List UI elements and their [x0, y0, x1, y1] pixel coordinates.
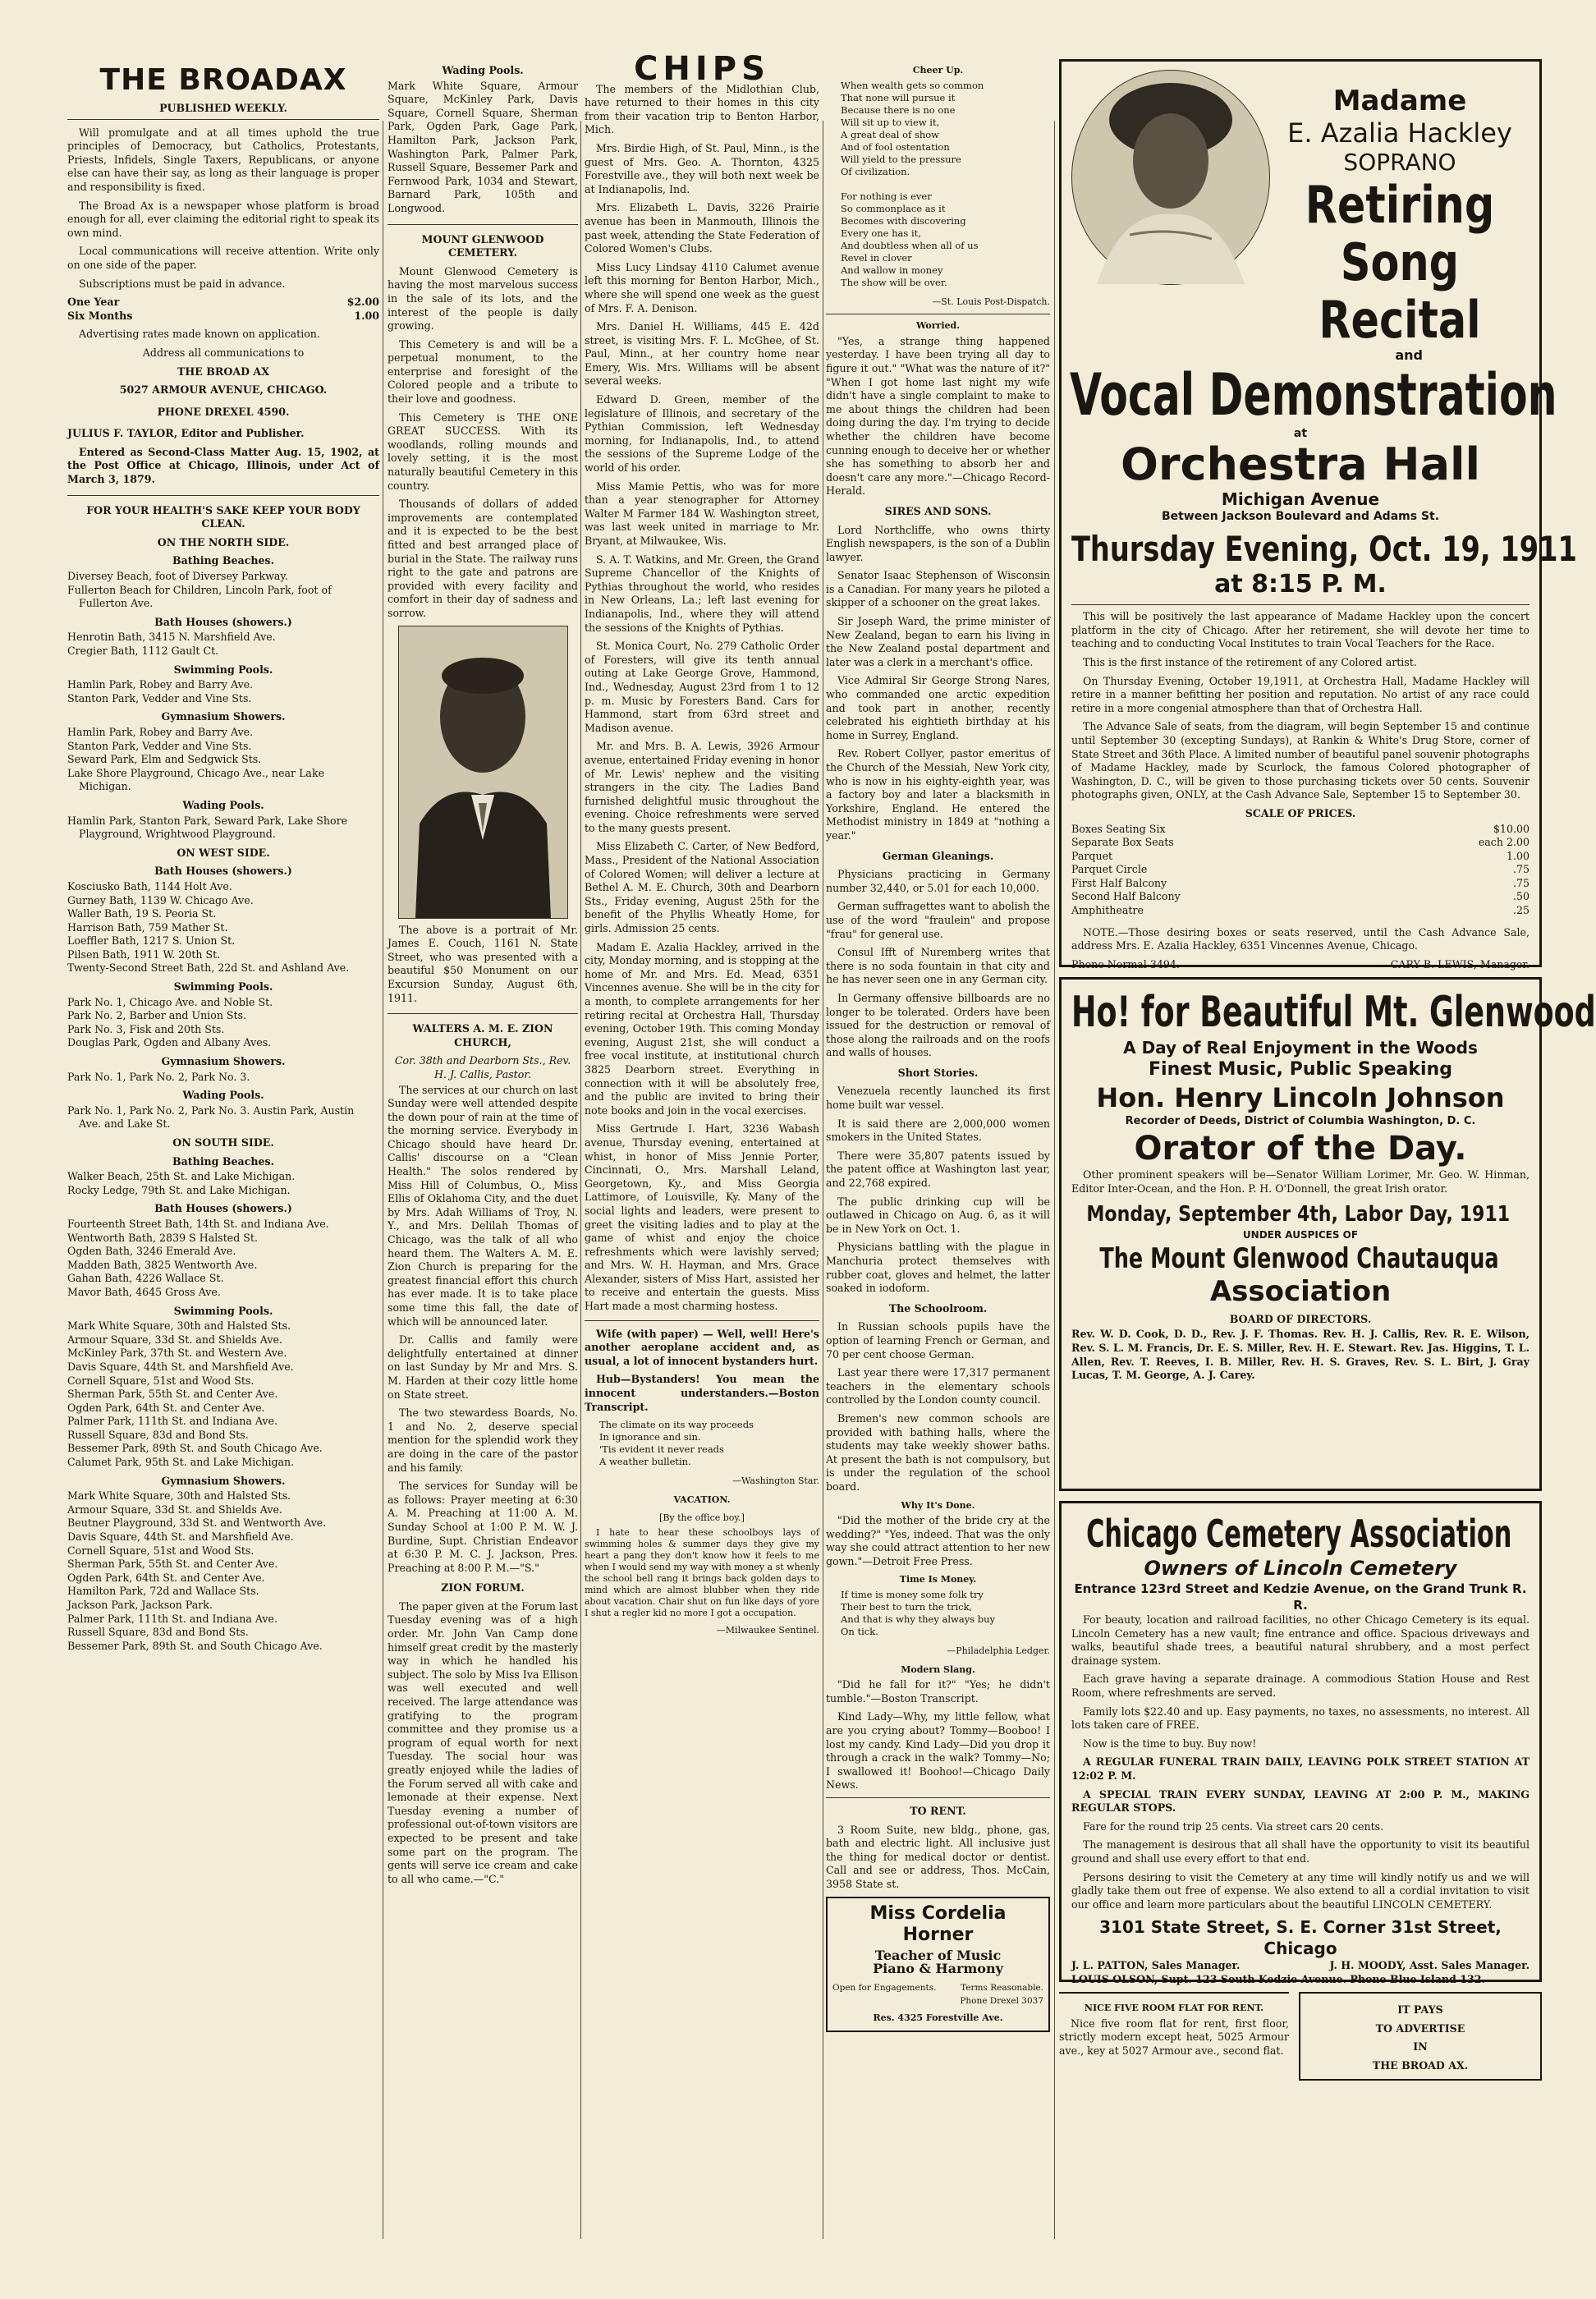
list-item: Douglas Park, Ogden and Albany Aves.: [67, 1036, 272, 1049]
walters-title: WALTERS A. M. E. ZION CHURCH,: [412, 1022, 553, 1049]
horner-line: Piano & Harmony: [873, 1961, 1003, 1977]
rate-row: Six Months 1.00: [67, 309, 379, 322]
cemetery-ad: [1059, 1501, 1542, 1985]
school-item: In Russian schools pupils have the option of learning French or German, and 70 per cent choose German.: [826, 1320, 1050, 1361]
list-item: Park No. 1, Park No. 2, Park No. 3.: [67, 1070, 250, 1083]
sires-item: Rev. Robert Collyer, pastor emeritus of the Church of the Messiah, New York city, who is now in his eighty-eighth year, was a factory boy and later a blacksmith in Yorkshire, England. He entered the Methodist ministry in 1849 at "nothing a year.": [826, 747, 1050, 842]
list-heading: Bath Houses (showers.): [154, 615, 292, 628]
cemetery-staff: J. L. PATTON, Sales Manager. J. H. MOODY, Asst. Sales Manager.: [1071, 1959, 1530, 1972]
column-four: [826, 59, 1050, 2268]
horner-phone: Phone Drexel 3037: [960, 1996, 1043, 2007]
cemetery-supt: LOUIS OLSON, Supt. 123 South Kedzie Avenue. Phone Blue Island 132.: [1071, 1972, 1485, 1985]
column-two: [388, 59, 578, 2268]
slang-title: Modern Slang.: [901, 1663, 975, 1675]
cheer-poem: When wealth gets so common That none will pursue it Because there is no one Will sit up to view it, A great deal of show And of fool ostentation Will yield to the pressure Of civilization. For nothing is ever So commonplace as it Becomes with discovering Every one has it, And doubtless when all of us Revel in clover And wallow in money The show will be over.: [841, 79, 984, 288]
school-item: Bremen's new common schools are provided with bathing halls, where the students may take weekly shower baths. At present the bath is not compulsory, but is under the regulation of the school board.: [826, 1411, 1050, 1493]
why-text: "Did the mother of the bride cry at the wedding?" "Yes, indeed. That was the only way she could attract attention to her new gown."—Detroit Free Press.: [826, 1514, 1050, 1567]
list-item: Ogden Park, 64th St. and Center Ave.: [67, 1571, 265, 1584]
list-heading: Wading Pools.: [182, 1089, 264, 1102]
list-item: Cornell Square, 51st and Wood Sts.: [67, 1544, 255, 1557]
portrait-caption: The above is a portrait of Mr. James E. Couch, 1161 N. State Street, who was presented with a beautiful $50 Monument on our Excursion Sunday, August 6th, 1911.: [388, 923, 578, 1004]
list-item: Ogden Bath, 3246 Emerald Ave.: [67, 1245, 236, 1258]
list-item: Henrotin Bath, 3415 N. Marshfield Ave.: [67, 631, 276, 644]
cemetery-text: A REGULAR FUNERAL TRAIN DAILY, LEAVING POLK STREET STATION AT 12:02 P. M.: [1071, 1755, 1530, 1782]
cemetery-text: For beauty, location and railroad facilities, no other Chicago Cemetery is its equal. Lincoln Cemetery has a new vault; fine entrance and office. Spacious driveways and walks, beautiful shade trees, a beautiful natural shrubbery, and a most perfect drainage system.: [1071, 1613, 1530, 1667]
cheer-title: Cheer Up.: [912, 65, 964, 76]
flat-title: NICE FIVE ROOM FLAT FOR RENT.: [1084, 2003, 1264, 2013]
poem: The climate on its way proceeds In ignorance and sin. 'Tis evident it never reads A weather bulletin.: [599, 1419, 754, 1468]
hackley-image: [1072, 71, 1269, 284]
list-item: Armour Square, 33d St. and Shields Ave.: [67, 1333, 282, 1346]
price-row: Boxes Seating Six $10.00: [1071, 822, 1530, 835]
hackley-text: The Advance Sale of seats, from the diagram, will begin September 15 and continue until September 30 (excepting Sundays), at Rankin & White's Drug Store, corner of State Street and 36th Place. A limited number of beautiful panel souvenir photographs of Madame Hackley, made by Scurlock, the famous Colored photographer of Washington, D. C., will be given to those purchasing tickets over 50 cents. Souvenir photographs given, ONLY, at the Cash Advance Sale, September 15 to September 30.: [1071, 720, 1530, 801]
short-title: Short Stories.: [897, 1066, 979, 1079]
walters-paragraph: Dr. Callis and family were delightfully entertained at dinner on last Sunday by Mr and Mrs. S. M. Harden at their cozy little home on State street.: [388, 1333, 578, 1401]
list-item: Beutner Playground, 33d St. and Wentworth Ave.: [67, 1517, 327, 1530]
price-row: Parquet 1.00: [1071, 849, 1530, 862]
cemetery-text: The management is desirous that all shall have the opportunity to visit its beautiful ground and shall use every effort to that end.: [1071, 1838, 1530, 1865]
walters-paragraph: The services at our church on last Sunday were well attended despite the down pour of rain at the time of the morning service. Everybody in Chicago should have heard Dr. Callis' discourse on a "Clean Health." The solos rendered by Miss Hill of Columbus, O., Miss Ellis of Oklahoma City, and the duet by Mrs. Adah Williams of Troy, N. Y., and Mrs. Delilah Thomas of Chicago, was the talk of all who heard them. The Walters A. M. E. Zion Church is preparing for the greatest financial effort this church has ever made. It is to take place some time this fall, the date of which will be announced later.: [388, 1083, 578, 1328]
hackley-between: Between Jackson Boulevard and Adams St.: [1161, 510, 1440, 524]
glenwood-date: Monday, September 4th, Labor Day, 1911: [1086, 1202, 1511, 1228]
glenwood-title: Ho! for Beautiful Mt. Glenwood: [1071, 988, 1596, 1037]
worried-text: "Yes, a strange thing happened yesterday. I have been trying all day to figure it out." "What was the nature of it?" "When I got home last night my wife didn't have a single complaint to make to me about things the children had been doing during the day. I'm trying to decide whether the children have become cunning enough to deceive her or whether she has something to absorb her and doesn't care any more."—Chicago Record-Herald.: [826, 334, 1050, 498]
sires-item: Vice Admiral Sir George Strong Nares, who commanded one arctic expedition and took part in another, recently celebrated his eightieth birthday at his home in Surrey, England.: [826, 674, 1050, 741]
cemetery-address: 3101 State Street, S. E. Corner 31st Street, Chicago: [1099, 1917, 1502, 1959]
list-item: Hamlin Park, Stanton Park, Seward Park, Lake Shore Playground, Wrightwood Playground.: [67, 814, 348, 841]
price-row: Second Half Balcony .50: [1071, 890, 1530, 903]
hackley-street: Michigan Avenue: [1221, 489, 1380, 510]
money-title: Time Is Money.: [899, 1574, 977, 1585]
glenwood-org: Association: [1209, 1274, 1392, 1308]
short-item: It is said there are 2,000,000 women smokers in the United States.: [826, 1117, 1050, 1144]
horner-name: Miss Cordelia Horner: [869, 1902, 1007, 1945]
glenwood-speaker: Hon. Henry Lincoln Johnson: [1096, 1082, 1505, 1113]
north-side: ON THE NORTH SIDE.: [157, 535, 290, 548]
list-item: Cregier Bath, 1112 Gault Ct.: [67, 645, 219, 657]
mg-paragraph: Mount Glenwood Cemetery is having the most marvelous success in the sale of its lots, and the interest of the people is daily growing.: [388, 264, 578, 333]
bottom-ads: [1059, 1992, 1542, 2081]
divider: [585, 1320, 819, 1321]
column-masthead: [67, 59, 379, 2268]
chips-item: Mrs. Elizabeth L. Davis, 3226 Prairie avenue has been in Manmouth, Illinois the past week, attending the State Federation of Colored Women's Clubs.: [585, 201, 819, 255]
money-source: —Philadelphia Ledger.: [947, 1645, 1050, 1657]
walters-paragraph: The services for Sunday will be as follows: Prayer meeting at 6:30 A. M. Preaching at 11:00 A. M. Sunday School at 1:00 P. M. W. J. Burdine, Supt. Christian Endeavor at 6:30 P. M. C. J. Jackson, Pres. Preaching at 8:00 P. M.—"S.": [388, 1480, 578, 1574]
german-item: Physicians practicing in Germany number 32,440, or 5.01 for each 10,000.: [826, 868, 1050, 894]
flat-ad: [1059, 1992, 1289, 2081]
list-item: Waller Bath, 19 S. Peoria St.: [67, 907, 217, 920]
hackley-text: This is the first instance of the retirement of any Colored artist.: [1083, 655, 1417, 668]
list-heading: Gymnasium Showers.: [161, 1474, 286, 1487]
slang-text: Kind Lady—Why, my little fellow, what are you crying about? Tommy—Booboo! I lost my candy. Kind Lady—Did you drop it through a crack in the walk? Tommy—No; I swallowed it! Boohoo!—Chicago Daily News.: [826, 1710, 1050, 1792]
column-chips: [585, 50, 819, 2268]
mg-paragraph: This Cemetery is and will be a perpetual monument, to the enterprise and foresight of the Colored people and a tribute to their love and goodness.: [388, 337, 578, 406]
masthead-text: Subscriptions must be paid in advance.: [79, 277, 286, 290]
why-title: Why It's Done.: [901, 1499, 975, 1511]
hackley-text: On Thursday Evening, October 19,1911, at Orchestra Hall, Madame Hackley will retire in a manner befitting her position and reputation. No artist of any race could retire in a more congenial atmosphere than that of Orchestra Hall.: [1071, 674, 1530, 714]
list-item: Walker Beach, 25th St. and Lake Michigan.: [67, 1170, 296, 1183]
vacation-source: —Milwaukee Sentinel.: [716, 1625, 819, 1636]
address-label: Address all communications to: [142, 346, 305, 359]
sires-item: Sir Joseph Ward, the prime minister of New Zealand, began to earn his living in the New Zealand postal department and later was a clerk in a merchant's office.: [826, 615, 1050, 668]
glenwood-ad: [1059, 977, 1596, 1491]
pays-line: IT PAYS: [1397, 2003, 1443, 2016]
list-heading: Gymnasium Showers.: [161, 1055, 286, 1068]
short-item: There were 35,807 patents issued by the patent office at Washington last year, and 22,768 expired.: [826, 1149, 1050, 1190]
list-item: Hamlin Park, Robey and Barry Ave.: [67, 678, 254, 691]
chips-item: Mr. and Mrs. B. A. Lewis, 3926 Armour avenue, entertained Friday evening in honor of Mr. Lewis' nephew and the visiting strangers in the city. The Ladies Band furnished delightful music throughout the evening. Choice refreshments were served to the many guests present.: [585, 740, 819, 834]
worried-title: Worried.: [915, 320, 961, 332]
chips-item: Madam E. Azalia Hackley, arrived in the city, Monday morning, and is stopping at the home of Mr. and Mrs. Ed. Mead, 6351 Vincennes avenue. She will be in the city for a month, to complete arrangements for her retiring recital at Orchestra Hall, Thursday evening, October 19th. This coming Monday evening, August 21st, she will conduct a free vocal institute, at institutional church 3825 Dearborn street. Everything in connection with it will be absolutely free, and the public are invited to bring their note books and join in the vocal exercises.: [585, 940, 819, 1117]
list-item: Jackson Park, Jackson Park.: [67, 1599, 213, 1611]
hackley-text: This will be positively the last appearance of Madame Hackley upon the concert platform in the city of Chicago. After her retirement, she will devote her time to teaching and to conducting Vocal Institutes to train Vocal Teachers for the Race.: [1071, 610, 1530, 650]
list-item: Madden Bath, 3825 Wentworth Ave.: [67, 1258, 258, 1271]
list-heading: Bathing Beaches.: [172, 554, 275, 567]
list-heading: Gymnasium Showers.: [161, 710, 286, 723]
price-row: Parquet Circle .75: [1071, 863, 1530, 876]
cemetery-text: Family lots $22.40 and up. Easy payments, no taxes, no assessments, no interest. All lots taken care of FREE.: [1071, 1705, 1530, 1732]
glenwood-line: Finest Music, Public Speaking: [1149, 1059, 1452, 1080]
price-row: Amphitheatre .25: [1071, 904, 1530, 917]
list-heading: Bathing Beaches.: [172, 1154, 275, 1168]
glenwood-directors: Rev. W. D. Cook, D. D., Rev. J. F. Thomas. Rev. H. J. Callis, Rev. R. E. Wilson, Rev. S. L. M. Francis, Dr. E. S. Miller, Rev. H. E. Stewart. Rev. Jas. Higgins, T. L. Allen, Rev. T. Reeves, I. B. Miller, Rev. H. S. Graves, Rev. S. L. Birt, J. Gray Lucas, T. M. George, A. J. Carey.: [1071, 1328, 1530, 1382]
chips-title: CHIPS: [634, 50, 770, 88]
vacation-text: I hate to hear these schoolboys lays of swimming holes & summer days they give my heart a pang they don't know how it feels to me when I would send my way with money a st whenly the school bell rang it brings back golden days to mind which are almost blubber when they ride about vacation. Chair shut on fun like days of yore I shut a regler kid no more I got a occupation.: [585, 1527, 819, 1618]
chips-item: Miss Lucy Lindsay 4110 Calumet avenue left this morning for Benton Harbor, Mich., where she will spend one week as the guest of Mrs. F. A. Denison.: [585, 260, 819, 314]
pays-ad: [1299, 1992, 1542, 2081]
list-item: Palmer Park, 111th St. and Indiana Ave.: [67, 1612, 277, 1625]
list-item: Hamlin Park, Robey and Barry Ave.: [67, 725, 254, 738]
hackley-name: E. Azalia Hackley: [1287, 117, 1512, 149]
german-item: In Germany offensive billboards are no longer to be tolerated. Orders have been issued for the destruction or removal of those along the railroads and on the roofs and walls of houses.: [826, 991, 1050, 1059]
masthead-text: Local communications will receive attention. Write only on one side of the paper.: [67, 245, 379, 271]
hackley-top: [1071, 70, 1530, 349]
list-heading: Bath Houses (showers.): [154, 1202, 292, 1215]
hackley-ad: [1059, 59, 1577, 971]
address-name: THE BROAD AX: [177, 365, 269, 378]
health-title: FOR YOUR HEALTH'S SAKE KEEP YOUR BODY CLEAN.: [86, 503, 360, 530]
sires-item: Senator Isaac Stephenson of Wisconsin is a Canadian. For many years he piloted a skipper of a schooner on the great lakes.: [826, 569, 1050, 609]
list-item: Park No. 2, Barber and Union Sts.: [67, 1009, 247, 1022]
list-item: Mark White Square, 30th and Halsted Sts.: [67, 1489, 291, 1503]
walters-sub: Cor. 38th and Dearborn Sts., Rev. H. J. Callis, Pastor.: [394, 1054, 571, 1081]
cemetery-entrance: Entrance 123rd Street and Kedzie Avenue, on the Grand Trunk R. R.: [1074, 1581, 1527, 1613]
hackley-soprano: SOPRANO: [1343, 149, 1456, 176]
glenwood-board: BOARD OF DIRECTORS.: [1229, 1312, 1372, 1325]
list-heading: Swimming Pools.: [173, 1304, 273, 1317]
list-item: Calumet Park, 95th St. and Lake Michigan.: [67, 1456, 295, 1469]
list-item: Rocky Ledge, 79th St. and Lake Michigan.: [67, 1183, 291, 1196]
editor-line: JULIUS F. TAYLOR, Editor and Publisher.: [67, 427, 305, 440]
masthead-text: The Broad Ax is a newspaper whose platform is broad enough for all, ever claiming the editorial right to speak its own mind.: [67, 199, 379, 239]
school-item: Last year there were 17,317 permanent teachers in the elementary schools controlled by the London county council.: [826, 1366, 1050, 1406]
german-title: German Gleanings.: [882, 849, 994, 862]
glenwood-text: Other prominent speakers will be—Senator William Lorimer, Mr. Geo. W. Hinman, Editor Inter-Ocean, and the Hon. P. H. O'Donnell, the great Irish orator.: [1071, 1168, 1530, 1195]
list-item: Mavor Bath, 4645 Gross Ave.: [67, 1285, 221, 1298]
hackley-at: at: [1293, 426, 1308, 440]
rent-title: TO RENT.: [910, 1805, 966, 1817]
price-row: First Half Balcony .75: [1071, 876, 1530, 889]
chips-item: Edward D. Green, member of the legislature of Illinois, and secretary of the Pythian Commission, left Wednesday morning, for Indianapolis, Ind., to attend the sessions of the Supreme Lodge of the world of his order.: [585, 393, 819, 475]
hackley-note: NOTE.—Those desiring boxes or seats reserved, until the Cash Advance Sale, address Mrs. E. Azalia Hackley, 6351 Vincennes Avenue, Chicago.: [1071, 925, 1530, 952]
cemetery-text: Fare for the round trip 25 cents. Via street cars 20 cents.: [1083, 1819, 1384, 1833]
sires-title: SIRES AND SONS.: [884, 504, 992, 517]
divider: [67, 495, 379, 496]
pays-line: TO ADVERTISE: [1375, 2021, 1465, 2035]
sires-item: Lord Northcliffe, who owns thirty English newspapers, is the son of a Dublin lawyer.: [826, 523, 1050, 563]
cemetery-text: Each grave having a separate drainage. A commodious Station House and Rest Room, where refreshments are served.: [1071, 1673, 1530, 1699]
joke: Hub—Bystanders! You mean the innocent understanders.—Boston Transcript.: [585, 1373, 819, 1413]
hackley-recital: Recital: [1319, 290, 1481, 350]
list-item: Pilsen Bath, 1911 W. 20th St.: [67, 948, 221, 961]
entered-line: Entered as Second-Class Matter Aug. 15, 1902, at the Post Office at Chicago, Illinois, under Act of March 3, 1879.: [67, 445, 379, 486]
short-item: The public drinking cup will be outlawed in Chicago on Aug. 6, as it will be in New York on Oct. 1.: [826, 1195, 1050, 1235]
list-item: Diversey Beach, foot of Diversey Parkway.: [67, 570, 288, 583]
cemetery-text: Persons desiring to visit the Cemetery at any time will kindly notify us and we will gladly take them out free of expense. We also extend to all a cordial invitation to visit our office and learn more particulars about the beautiful LINCOLN CEMETERY.: [1071, 1870, 1530, 1911]
divider: [67, 119, 379, 120]
hackley-song: Song: [1340, 232, 1460, 292]
chips-item: St. Monica Court, No. 279 Catholic Order of Foresters, will give its tenth annual outing at Lake George Grove, Hammond, Ind., Wednesday, August 23rd from 1 to 12 p. m. Music by Foresters Band. Cars for Hammond, start from 63rd street and Madison avenue.: [585, 640, 819, 734]
price-list: [1071, 823, 1530, 918]
masthead-intro: Will promulgate and at all times uphold the true principles of Democracy, but Catholics, Protestants, Priests, Infidels, Single Taxers, Republicans, or anyone else can have their say, as long as their language is proper and responsibility is fixed.: [67, 126, 379, 193]
list-item: Park No. 1, Chicago Ave. and Noble St.: [67, 995, 273, 1008]
south-list: [67, 1155, 379, 1654]
list-item: Bessemer Park, 89th St. and South Chicago Ave.: [67, 1442, 323, 1455]
zion-paragraph: The paper given at the Forum last Tuesday evening was of a high order. Mr. John Van Camp done himself great credit by the masterly way in which he handled his subject. The solo by Miss Iva Ellison was well executed and well received. The large attendance was gratifying to the program committee and they promise us a program of equal worth for next Tuesday. The social hour was greatly enjoyed while the ladies of the Forum served all with cake and lemonade at their expense. Next Tuesday evening a number of professional out-of-town visitors are expected to be present and take some part on the program. The gents will serve ice cream and cake to all who came.—"C.": [388, 1599, 578, 1885]
glenwood-line: Recorder of Deeds, District of Columbia Washington, D. C.: [1125, 1115, 1476, 1127]
glenwood-orator: Orator of the Day.: [1134, 1130, 1467, 1168]
mg-paragraph: This Cemetery is THE ONE GREAT SUCCESS. With its woodlands, rolling mounds and lovely setting, it is the most naturally beautiful Cemetery in this country.: [388, 411, 578, 492]
pays-line: IN: [1413, 2040, 1428, 2053]
list-item: Sherman Park, 55th St. and Center Ave.: [67, 1558, 278, 1571]
list-item: Fourteenth Street Bath, 14th St. and Indiana Ave.: [67, 1217, 329, 1230]
column-rule: [1054, 121, 1055, 2239]
horner-res: Res. 4325 Forestville Ave.: [873, 2012, 1003, 2023]
rent-text: 3 Room Suite, new bldg., phone, gas, bath and electric light. All inclusive just the thing for medical doctor or dentist. Call and see or address, Thos. McCain, 3958 State st.: [826, 1823, 1050, 1890]
hackley-hall: Orchestra Hall: [1120, 438, 1481, 491]
hackley-vocal: Vocal Demonstration: [1070, 360, 1557, 429]
glenwood-line: UNDER AUSPICES OF: [1242, 1229, 1359, 1241]
hackley-madame: Madame: [1332, 85, 1467, 117]
walters-paragraph: The two stewardess Boards, No. 1 and No. 2, deserve special mention for the splendid work they are doing in the care of the pastor and his family.: [388, 1406, 578, 1474]
list-item: Hamilton Park, 72d and Wallace Sts.: [67, 1585, 259, 1598]
price-row: Separate Box Seats each 2.00: [1071, 836, 1530, 849]
rate-row: One Year $2.00: [67, 296, 379, 309]
chips-item: Mrs. Daniel H. Williams, 445 E. 42d street, is visiting Mrs. F. L. McGhee, of St. Paul, Minn., at her country home near Emery, Wis. Mrs. Williams will be absent several weeks.: [585, 320, 819, 388]
list-item: Fullerton Beach for Children, Lincoln Park, foot of Fullerton Ave.: [67, 583, 332, 610]
poem-source: —Washington Star.: [732, 1475, 819, 1487]
list-item: Armour Square, 33d St. and Shields Ave.: [67, 1503, 282, 1516]
german-item: Consul Ifft of Nuremberg writes that there is no soda fountain in that city and he has never seen one in any German city.: [826, 946, 1050, 986]
list-heading: Swimming Pools.: [173, 663, 273, 676]
cemetery-title: Chicago Cemetery Association: [1086, 1512, 1512, 1556]
list-item: Russell Square, 83d and Bond Sts.: [67, 1626, 249, 1639]
cemetery-text: A SPECIAL TRAIN EVERY SUNDAY, LEAVING AT 2:00 P. M., MAKING REGULAR STOPS.: [1071, 1787, 1530, 1815]
hackley-footer: Phone Normal 3494. CARY B. LEWIS, Manager.: [1071, 957, 1530, 971]
newspaper-page: [33, 50, 1596, 2268]
address-line: 5027 ARMOUR AVENUE, CHICAGO.: [119, 383, 328, 397]
horner-line: Teacher of Music: [874, 1947, 1002, 1963]
mg-paragraph: Thousands of dollars of added improvements are contemplated and it is expected to be the best fitted and best arranged place of burial in the State. The railway runs right to the gate and patrons are provided with every facility and comfort in their day of sadness and sorrow.: [388, 498, 578, 619]
list-item: Ogden Park, 64th St. and Center Ave.: [67, 1401, 265, 1414]
zion-title: ZION FORUM.: [441, 1581, 525, 1595]
column-ads: [1059, 59, 1596, 2268]
list-item: Davis Square, 44th St. and Marshfield Ave.: [67, 1360, 294, 1373]
flat-text: Nice five room flat for rent, first floor, strictly modern except heat, 5025 Armour ave., key at 5027 Armour ave., second flat.: [1059, 2017, 1289, 2057]
divider: [1071, 604, 1530, 605]
list-item: Wentworth Bath, 2839 S Halsted St.: [67, 1231, 258, 1244]
portrait-photo: [398, 626, 568, 919]
list-item: Bessemer Park, 89th St. and South Chicago Ave.: [67, 1639, 323, 1652]
list-item: Lake Shore Playground, Chicago Ave., near Lake Michigan.: [67, 766, 325, 793]
masthead-subtitle: PUBLISHED WEEKLY.: [159, 102, 287, 114]
hackley-retiring: Retiring: [1305, 175, 1495, 235]
masthead-text: Advertising rates made known on application.: [79, 328, 320, 341]
south-side: ON SOUTH SIDE.: [172, 1136, 274, 1149]
list-item: Russell Square, 83d and Bond Sts.: [67, 1428, 249, 1441]
chips-item: Miss Mamie Pettis, who was for more than a year stenographer for Attorney Walter M Farmer 184 W. Washington street, was last week united in marriage to Mr. Bryant, at Milwaukee, Wis.: [585, 480, 819, 547]
north-list: [67, 554, 379, 841]
pays-line: THE BROAD AX.: [1372, 2058, 1469, 2072]
chips-item: The members of the Midlothian Club, have returned to their homes in this city from their vacation trip to Benton Harbor, Mich.: [585, 82, 819, 136]
german-item: German suffragettes want to abolish the use of the word "fraulein" and propose "frau" for general use.: [826, 900, 1050, 940]
chips-item: Mrs. Birdie High, of St. Paul, Minn., is the guest of Mrs. Geo. A. Thornton, 4325 Forestville ave., they will both next week be at Indianapolis, Ind.: [585, 141, 819, 195]
mg-title: MOUNT GLENWOOD CEMETERY.: [421, 232, 544, 259]
hackley-portrait: [1071, 70, 1270, 285]
phone-line: PHONE DREXEL 4590.: [157, 405, 290, 418]
short-item: Venezuela recently launched its first home built war vessel.: [826, 1085, 1050, 1112]
list-item: Stanton Park, Vedder and Vine Sts.: [67, 691, 252, 704]
hackley-time: at 8:15 P. M.: [1214, 570, 1387, 599]
price-title: SCALE OF PRICES.: [1245, 806, 1356, 819]
portrait-image: [399, 626, 567, 918]
wading-text: Mark White Square, Armour Square, McKinley Park, Davis Square, Cornell Square, Sherman Park, Ogden Park, Gage Park, Hamilton Park, Jackson Park, Washington Park, Palmer Park, Russell Square, Bessemer Park and Fernwood Park, 1034 and Stewart, Barnard Park, 105th and Longwood.: [388, 79, 578, 214]
cheer-source: —St. Louis Post-Dispatch.: [932, 296, 1050, 307]
hackley-and: and: [1395, 347, 1423, 363]
list-item: Davis Square, 44th St. and Marshfield Ave.: [67, 1530, 294, 1544]
list-heading: Bath Houses (showers.): [154, 865, 292, 878]
list-item: Park No. 3, Fisk and 20th Sts.: [67, 1022, 225, 1035]
west-list: [67, 865, 379, 1131]
divider: [388, 1013, 578, 1014]
money-poem: If time is money some folk try Their best to turn the trick, And that is why they always buy On tick.: [841, 1589, 996, 1638]
wading-title: Wading Pools.: [442, 64, 524, 76]
list-item: Park No. 1, Park No. 2, Park No. 3. Austin Park, Austin Ave. and Lake St.: [67, 1104, 355, 1131]
list-heading: Wading Pools.: [182, 798, 264, 811]
list-heading: Swimming Pools.: [173, 980, 273, 993]
cemetery-text: Now is the time to buy. Buy now!: [1083, 1737, 1257, 1750]
short-item: Physicians battling with the plague in Manchuria protect themselves with rubber coat, gloves and helmet, the latter soaked in iodoform.: [826, 1241, 1050, 1295]
list-item: Mark White Square, 30th and Halsted Sts.: [67, 1319, 291, 1333]
chips-item: Miss Gertrude I. Hart, 3236 Wabash avenue, Thursday evening, entertained at whist, in honor of Miss Jennie Porter, Cincinnati, O., Mrs. Marshall Leland, Georgetown, Ky., and Miss Georgia Lattimore, of Louisville, Ky. Many of the social lights and leaders, were present to greet the visiting ladies and to play at the game of whist and enjoy the choice refreshments which were lavishly served; and Mrs. W. H. Hayman, and Mrs. Grace Alexander, sisters of Miss Hart, assisted her to receive and entertain the guests. Miss Hart made a most charming hostess.: [585, 1122, 819, 1313]
chips-item: Miss Elizabeth C. Carter, of New Bedford, Mass., President of the National Association of Colored Women; will deliver a lecture at Bethel A. M. E. Church, 30th and Dearborn Sts., Friday evening, August 25th for the benefit of the Phyllis Wheatly Home, for girls. Admission 25 cents.: [585, 840, 819, 935]
list-item: Kosciusko Bath, 1144 Holt Ave.: [67, 879, 232, 893]
glenwood-org: The Mount Glenwood Chautauqua: [1099, 1241, 1499, 1275]
joke: Wife (with paper) — Well, well! Here's another aeroplane accident and, as usual, a lot of innocent bystanders hurt.: [585, 1327, 819, 1367]
divider: [826, 1797, 1050, 1798]
list-item: Twenty-Second Street Bath, 22d St. and Ashland Ave.: [67, 961, 350, 975]
list-item: Harrison Bath, 759 Mather St.: [67, 920, 228, 934]
glenwood-line: A Day of Real Enjoyment in the Woods: [1123, 1038, 1478, 1058]
list-item: Cornell Square, 51st and Wood Sts.: [67, 1374, 255, 1387]
chips-item: S. A. T. Watkins, and Mr. Green, the Grand Supreme Chancellor of the Knights of Pythias throughout the world, who resides in New Orleans, La.; left last evening for Indianapolis, Ind., where they will attend the sessions of the Knights of Pythias.: [585, 553, 819, 634]
hackley-date: Thursday Evening, Oct. 19, 1911: [1071, 529, 1577, 570]
list-item: Seward Park, Elm and Sedgwick Sts.: [67, 753, 262, 766]
horner-row: Open for Engagements. Terms Reasonable.: [832, 1982, 1043, 1993]
list-item: Sherman Park, 55th St. and Center Ave.: [67, 1388, 278, 1401]
hackley-heading: [1270, 70, 1530, 349]
list-item: Palmer Park, 111th St. and Indiana Ave.: [67, 1415, 277, 1428]
slang-text: "Did he fall for it?" "Yes; he didn't tumble."—Boston Transcript.: [826, 1678, 1050, 1705]
cemetery-owners: Owners of Lincoln Cemetery: [1144, 1557, 1457, 1580]
list-item: Stanton Park, Vedder and Vine Sts.: [67, 739, 252, 752]
list-item: Gahan Bath, 4226 Wallace St.: [67, 1272, 224, 1285]
vacation-title: VACATION.: [673, 1494, 731, 1505]
school-title: The Schoolroom.: [888, 1301, 988, 1315]
horner-ad: [826, 1897, 1050, 2032]
list-item: McKinley Park, 37th St. and Western Ave.: [67, 1347, 287, 1360]
masthead-title: THE BROADAX: [99, 63, 347, 97]
west-side: ON WEST SIDE.: [177, 846, 270, 859]
vacation-sub: [By the office boy.]: [659, 1512, 745, 1524]
divider: [388, 224, 578, 225]
list-item: Gurney Bath, 1139 W. Chicago Ave.: [67, 893, 254, 906]
column-rule: [580, 121, 581, 2239]
list-item: Loeffler Bath, 1217 S. Union St.: [67, 934, 236, 948]
